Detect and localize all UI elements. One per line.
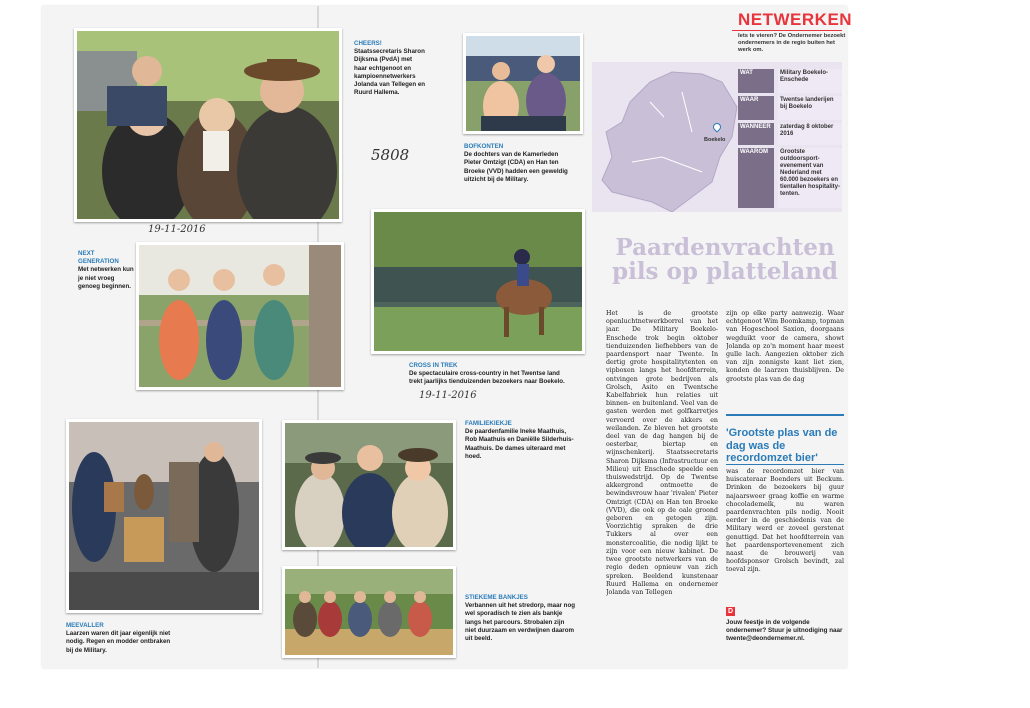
article-column-3: was de recordomzet bier van huiscateraar Boenders uit Beckum. Drinken de bezoekers bij guur najaarsweer graag koffie en warme chocolademelk, nu waren paardenvrachten pils nodig. Nooit eerder in de geschiedenis van de Military werd er zoveel gerstenat genuttigd. Dat het hoofdterrein van het paardensportevenement zich naast de brouwerij van hoofdsponsor Grolsch bevindt, zal toeval zijn.	[726, 468, 844, 574]
caption-bofkonten-title: BOFKONTEN	[464, 143, 504, 150]
quote-rule-top	[726, 414, 844, 416]
info-key-wat: WAT	[738, 69, 774, 93]
caption-bofkonten	[464, 143, 576, 184]
info-value-wanneer: zaterdag 8 oktober 2016	[778, 123, 842, 145]
caption-nextgen-title: NEXT GENERATION	[78, 250, 119, 266]
info-row-wanneer	[738, 123, 842, 145]
caption-cross-text: De spectaculaire cross-country in het Twentse land trekt jaarlijks tienduizenden bezoekers naar Boekelo.	[409, 370, 565, 386]
headline-line-1: Paardenvrachten	[615, 234, 835, 261]
caption-cross	[409, 362, 569, 387]
invite-text: Jouw feestje in de volgende ondernemer? Stuur je uitnodiging naar twente@deondernemer.nl.	[726, 619, 843, 643]
photo-next-generation	[136, 242, 344, 390]
info-row-waar	[738, 96, 842, 120]
caption-bankjes	[465, 594, 577, 643]
caption-meevaller-title: MEEVALLER	[66, 622, 104, 629]
info-row-wat	[738, 69, 842, 93]
quote-rule-bottom	[726, 464, 844, 465]
handwritten-date-1: 19-11-2016	[148, 224, 206, 235]
caption-nextgen-text: Met netwerken kun je niet vroeg genoeg beginnen.	[78, 266, 134, 290]
pull-quote: 'Grootste plas van de dag was de recordomzet bier'	[726, 427, 838, 464]
photo-cheers	[74, 28, 342, 222]
info-key-waarom: WAAROM	[738, 148, 774, 208]
caption-bofkonten-text: De dochters van de Kamerleden Pieter Omtzigt (CDA) en Han ten Broeke (VVD) hadden een geweldig uitzicht bij de Military.	[464, 151, 568, 183]
photo-familiekiekje	[282, 420, 456, 550]
info-value-waar: Twentse landerijen bij Boekelo	[778, 96, 842, 120]
caption-bankjes-title: STIEKEME BANKJES	[465, 594, 528, 601]
caption-cheers-text: Staatssecretaris Sharon Dijksma (PvdA) met haar echtgenoot en kampioennetwerkers Jolanda van Tellegen en Ruurd Hallema.	[354, 48, 426, 97]
caption-familie-title: FAMILIEKIEKJE	[465, 420, 512, 427]
caption-cross-title: CROSS IN TREK	[409, 362, 458, 369]
photo-meevaller	[66, 419, 262, 613]
caption-nextgen	[78, 250, 134, 291]
netwerken-subtitle: Iets te vieren? De Ondernemer bezoekt ondernemers in de regio buiten het werk om.	[738, 33, 846, 53]
photo-stiekeme-bankjes	[282, 566, 456, 658]
caption-meevaller	[66, 622, 176, 655]
map-label-boekelo: Boekelo	[704, 137, 726, 143]
info-value-wat: Military Boekelo-Enschede	[778, 69, 842, 93]
article-headline	[605, 236, 845, 284]
photo-bofkonten	[463, 33, 583, 134]
caption-cheers-title: CHEERS!	[354, 40, 382, 47]
caption-cheers	[354, 40, 426, 97]
article-column-1: Het is de grootste openluchtnetwerkborrel van het jaar. De Military Boekelo-Enschede trok begin oktober tienduizenden liefhebbers van de paardensport naar Twente. In dertig grote hospitalitytenten en vipboxen langs het hoofdterrein, ontvingen grote bedrijven als Grolsch, Asito en Twentsche Kabelfabriek hun relaties uit binnen- en buitenland. Veel van de gasten werden met golfkarretjes vervoerd over de akkers en weilanden. Ze bleven het grootste deel van de dag hangen bij de oesterbar, biertap en wijnschenkerij. Staatssecretaris Sharon Dijksma (Infrastructuur en Milieu) uit Enschede speelde een thuiswedstrijd. Op de Twentse akkergrond ontmoette de bewindsvrouw haar 'rivalen' Pieter Omtzigt (CDA) en Han ten Broeke (VVD), die ook op de oale groond geboren en getogen zijn. Voorzichtig spraken de drie Tukkers al over een monstercoalitie, die nodig lijkt te zijn voor een nieuw kabinet. De twee grootste netwerkers van de regio deden opnieuw van zich spreken. Beeldend kunstenaar Ruurd Hallema en ondernemer Jolanda van Tellegen	[606, 310, 718, 596]
photo-cross-in-trek	[371, 209, 585, 354]
article-column-2: zijn op elke party aanwezig. Waar echtgenoot Wim Boomkamp, topman van Hogeschool Saxion, doorgaans wegduikt voor de camera, showt Jolanda op zo'n moment haar meest gulle lach. Aangezien oktober zich van zijn zonnigste kant liet zien, konden de laarzen thuisblijven. De grootste plas van de dag	[726, 310, 844, 383]
caption-meevaller-text: Laarzen waren dit jaar eigenlijk niet nodig. Regen en modder ontbraken bij de Military.	[66, 630, 171, 654]
handwritten-code: 5808	[371, 146, 410, 164]
caption-familie-text: De paardenfamilie Ineke Maathuis, Rob Maathuis en Daniëlle Silderhuis-Maathuis. De dames uiteraard met hoed.	[465, 428, 574, 460]
info-key-wanneer: WANNEER	[738, 123, 774, 145]
caption-bankjes-text: Verbannen uit het stredorp, maar nog wel sporadisch te zien als bankje langs het parcours. Strobalen zijn niet duurzaam en verdwijnen daarom uit beeld.	[465, 602, 576, 643]
caption-familie	[465, 420, 575, 461]
handwritten-date-2: 19-11-2016	[419, 390, 477, 401]
info-key-waar: WAAR	[738, 96, 774, 120]
headline-line-2: pils op platteland	[612, 258, 838, 285]
info-value-waarom: Grootste outdoorsport-evenement van Nederland met 60.000 bezoekers en tientallen hospitality-tenten.	[778, 148, 842, 208]
info-row-waarom	[738, 148, 842, 208]
de-ondernemer-logo-icon: D	[727, 608, 734, 615]
netwerken-title: NETWERKEN	[738, 10, 853, 29]
netwerken-rule	[732, 30, 842, 31]
